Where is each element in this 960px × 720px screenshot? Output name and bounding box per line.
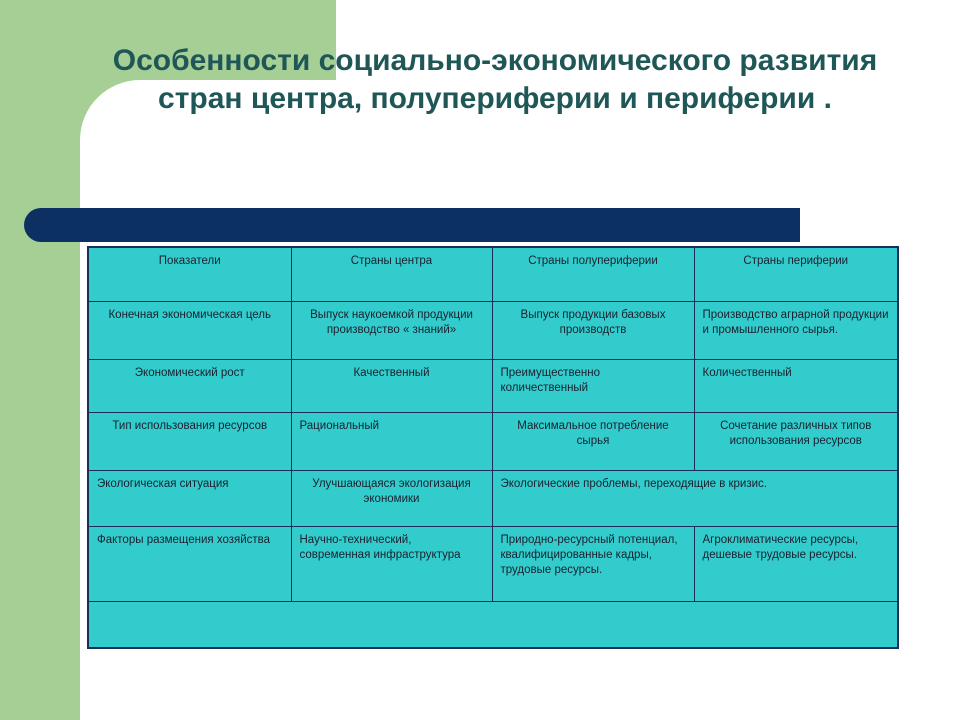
navy-divider-bar [24, 208, 800, 242]
table-cell: Тип использования ресурсов [88, 412, 291, 470]
table-row [88, 301, 898, 359]
table-cell: Выпуск наукоемкой продукции производство « знаний» [291, 301, 492, 359]
header-cell: Страны периферии [694, 247, 898, 301]
table-cell: Экономический рост [88, 359, 291, 412]
table-cell: Экологическая ситуация [88, 470, 291, 526]
table-cell: Количественный [694, 359, 898, 412]
table-row [88, 470, 898, 526]
table-cell: Научно-технический, современная инфраструктура [291, 526, 492, 601]
table-cell: Производство аграрной продукции и промышленного сырья. [694, 301, 898, 359]
table-empty-row [88, 601, 898, 648]
table-row [88, 359, 898, 412]
table-cell: Сочетание различных типов использования ресурсов [694, 412, 898, 470]
header-cell: Страны центра [291, 247, 492, 301]
table-cell: Природно-ресурсный потенциал, квалифицированные кадры, трудовые ресурсы. [492, 526, 694, 601]
table-cell: Конечная экономическая цель [88, 301, 291, 359]
table-cell: Максимальное потребление сырья [492, 412, 694, 470]
table-row [88, 412, 898, 470]
table-cell: Выпуск продукции базовых производств [492, 301, 694, 359]
slide-title: Особенности социально-экономического развития стран центра, полупериферии и периферии . [112, 44, 878, 115]
table-cell: Экологические проблемы, переходящие в кризис. [492, 470, 898, 526]
table-cell: Агроклиматические ресурсы, дешевые трудовые ресурсы. [694, 526, 898, 601]
table-cell: Рациональный [291, 412, 492, 470]
header-cell: Показатели [88, 247, 291, 301]
table-row [88, 526, 898, 601]
header-cell: Страны полупериферии [492, 247, 694, 301]
table-cell: Факторы размещения хозяйства [88, 526, 291, 601]
table-cell: Преимущественно количественный [492, 359, 694, 412]
comparison-table [87, 246, 897, 649]
table-cell: Улучшающаяся экологизация экономики [291, 470, 492, 526]
table-cell [88, 601, 898, 648]
table-cell: Качественный [291, 359, 492, 412]
table-header-row [88, 247, 898, 301]
